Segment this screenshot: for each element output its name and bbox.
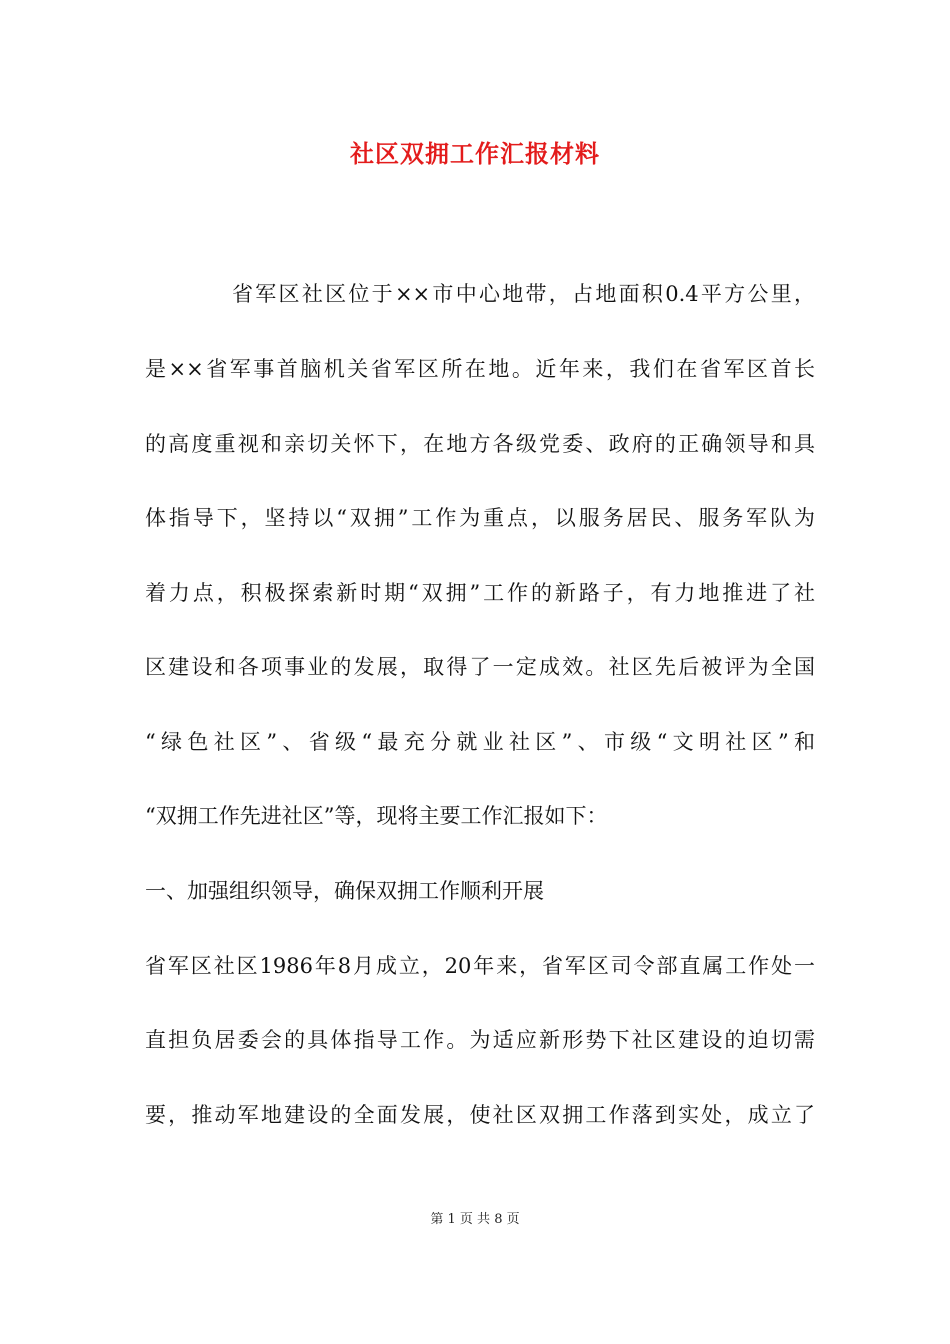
paragraph-line-5: 着力点，积极探索新时期“双拥”工作的新路子，有力地推进了社 [145, 581, 815, 605]
paragraph-line-1: 省军区社区位于××市中心地带，占地面积0.4平方公里， [232, 282, 815, 306]
document-title: 社区双拥工作汇报材料 [350, 139, 600, 168]
paragraph-line-8: “双拥工作先进社区”等，现将主要工作汇报如下： [145, 804, 608, 828]
paragraph-line-10: 直担负居委会的具体指导工作。为适应新形势下社区建设的迫切需 [145, 1028, 815, 1052]
paragraph-line-9: 省军区社区1986年8月成立，20年来，省军区司令部直属工作处一 [145, 954, 815, 978]
paragraph-line-11: 要，推动军地建设的全面发展，使社区双拥工作落到实处，成立了 [145, 1103, 815, 1127]
paragraph-line-7: “绿色社区”、省级“最充分就业社区”、市级“文明社区”和 [145, 730, 815, 754]
paragraph-line-2: 是××省军事首脑机关省军区所在地。近年来，我们在省军区首长 [145, 357, 815, 381]
paragraph-line-4: 体指导下，坚持以“双拥”工作为重点，以服务居民、服务军队为 [145, 506, 815, 530]
paragraph-line-3: 的高度重视和亲切关怀下，在地方各级党委、政府的正确领导和具 [145, 432, 815, 456]
page-footer: 第 1 页 共 8 页 [430, 1212, 520, 1227]
paragraph-line-6: 区建设和各项事业的发展，取得了一定成效。社区先后被评为全国 [145, 655, 815, 679]
section-heading: 一、加强组织领导，确保双拥工作顺利开展 [145, 879, 544, 903]
